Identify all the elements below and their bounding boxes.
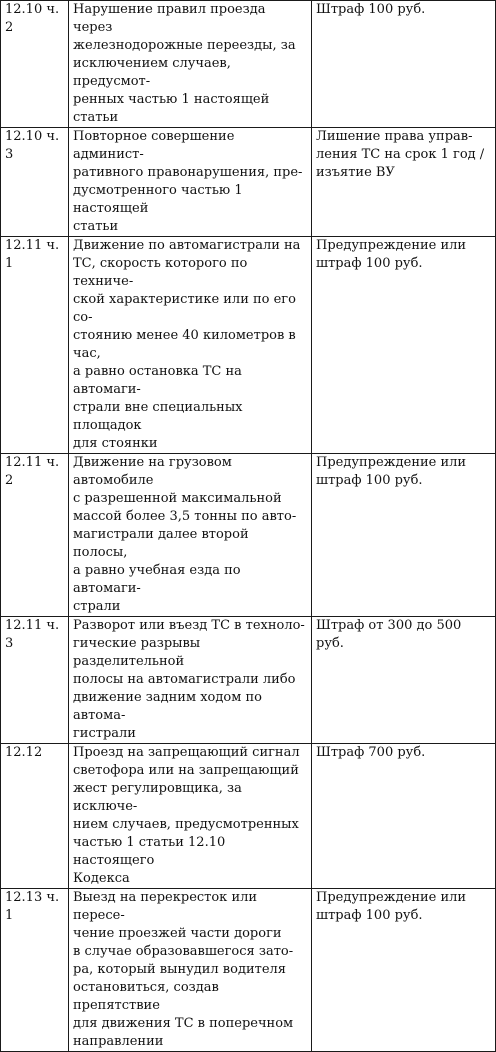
table-row	[1, 237, 496, 454]
article-cell: 12.10 ч. 2	[1, 1, 69, 128]
description-cell: Разворот или въезд ТС в техноло- гические разрывы разделительной полосы на автомагистрали либо движение задним ходом по автома- гистрали	[69, 617, 312, 744]
description-cell: Нарушение правил проезда через железнодорожные переезды, за исключением случаев, предусмот- ренных частью 1 настоящей статьи	[69, 1, 312, 128]
sanction-cell: Лишение права управ- ления ТС на срок 1 год / изъятие ВУ	[312, 128, 496, 237]
table-row	[1, 128, 496, 237]
article-cell: 12.12	[1, 744, 69, 889]
sanction-cell: Предупреждение или штраф 100 руб.	[312, 889, 496, 1052]
article-cell: 12.11 ч. 2	[1, 454, 69, 617]
table-row	[1, 617, 496, 744]
sanction-cell: Предупреждение или штраф 100 руб.	[312, 454, 496, 617]
sanction-cell: Предупреждение или штраф 100 руб.	[312, 237, 496, 454]
description-cell: Движение на грузовом автомобиле с разрешенной максимальной массой более 3,5 тонны по авто- магистрали далее второй полосы, а равно учебная езда по автомаги- страли	[69, 454, 312, 617]
table-row	[1, 1, 496, 128]
description-cell: Выезд на перекресток или пересе- чение проезжей части дороги в случае образовавшегося зато- ра, который вынудил водителя остановиться, создав препятствие для движения ТС в поперечном направлении	[69, 889, 312, 1052]
table-row	[1, 744, 496, 889]
description-cell: Движение по автомагистрали на ТС, скорость которого по техниче- ской характеристике или по его со- стоянию менее 40 километров в час, а равно остановка ТС на автомаги- страли вне специальных площадок для стоянки	[69, 237, 312, 454]
sanction-cell: Штраф 700 руб.	[312, 744, 496, 889]
sanction-cell: Штраф от 300 до 500 руб.	[312, 617, 496, 744]
sanction-cell: Штраф 100 руб.	[312, 1, 496, 128]
article-cell: 12.13 ч. 1	[1, 889, 69, 1052]
table-row	[1, 454, 496, 617]
article-cell: 12.10 ч. 3	[1, 128, 69, 237]
article-cell: 12.11 ч. 3	[1, 617, 69, 744]
description-cell: Повторное совершение админист- ративного правонарушения, пре- дусмотренного частью 1 настоящей статьи	[69, 128, 312, 237]
article-cell: 12.11 ч. 1	[1, 237, 69, 454]
description-cell: Проезд на запрещающий сигнал светофора или на запрещающий жест регулировщика, за исключе- нием случаев, предусмотренных частью 1 статьи 12.10 настоящего Кодекса	[69, 744, 312, 889]
table-row	[1, 889, 496, 1052]
